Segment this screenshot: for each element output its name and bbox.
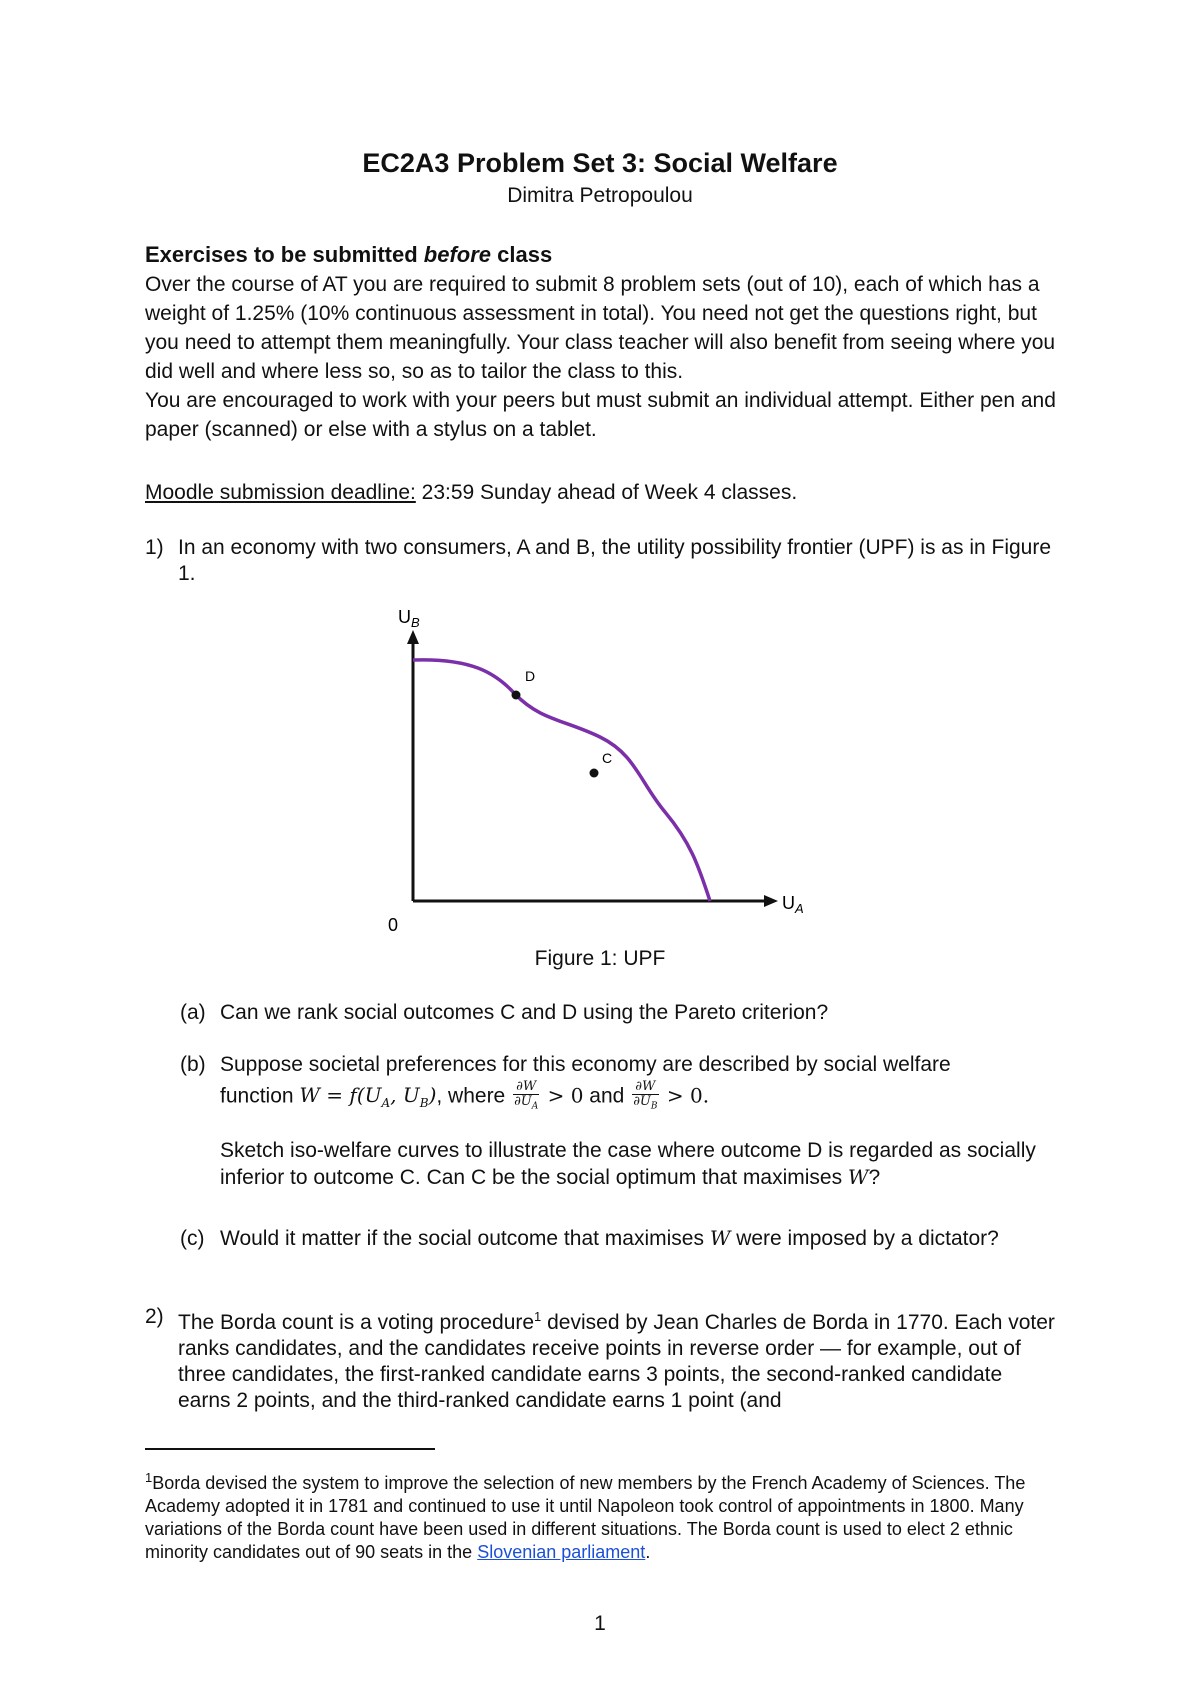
partial-derivative-b: $\frac{\partial W}{\partial U_B}$ xyxy=(633,1079,658,1112)
y-axis-arrow xyxy=(407,630,419,644)
deadline-line xyxy=(145,478,1065,507)
x-axis-label: $U_A$ xyxy=(782,893,804,916)
author-name: Dimitra Petropoulou xyxy=(507,184,693,207)
question-1c-text: Would it matter if the social outcome that maximises W were imposed by a dictator? xyxy=(220,1226,999,1250)
question-2-text: The Borda count is a voting procedure$^1$ devised by Jean Charles de Borda in 1770. Each voter ranks candidates, and the candidates receive points in reverse order — for example, out of three candidates, the first-ranked candidate earns 3 points, the second-ranked candidate earns 2 points, and the third-ranked candidate earns 1 point (and xyxy=(178,1309,1055,1412)
page-title: EC2A3 Problem Set 3: Social Welfare xyxy=(362,148,838,178)
question-1b-sketch: Sketch iso-welfare curves to illustrate the case where outcome D is regarded as socially inferior to outcome C. Can C be the social optimum that maximises W? xyxy=(220,1139,1036,1190)
question-1-text: In an economy with two consumers, A and B, the utility possibility frontier (UPF) is as in Figure 1. xyxy=(178,536,1052,585)
upf-chart xyxy=(380,602,810,952)
upf-curve xyxy=(413,660,710,901)
question-1c xyxy=(180,1225,1070,1255)
intro-paragraph-2: You are encouraged to work with your peers but must submit an individual attempt. Either pen and paper (scanned) or else with a stylus on a tablet. xyxy=(145,389,1056,441)
question-1b-label: (b) xyxy=(180,1053,206,1076)
point-c xyxy=(590,769,599,778)
intro-text xyxy=(145,270,1065,444)
partial-derivative-a: $\frac{\partial W}{\partial U_A}$ xyxy=(514,1079,539,1112)
deadline-label: Moodle submission deadline: xyxy=(145,481,416,504)
slovenian-parliament-link[interactable]: Slovenian parliament xyxy=(477,1542,646,1562)
x-axis-arrow xyxy=(764,895,778,907)
upf-figure xyxy=(380,602,810,952)
point-c-label: C xyxy=(602,750,613,766)
question-1 xyxy=(145,535,1065,595)
point-d xyxy=(512,691,521,700)
welfare-function: $W = f(U_A$, $U_B$) xyxy=(299,1083,437,1111)
question-1b xyxy=(180,1051,1070,1201)
intro-paragraph-1: Over the course of AT you are required to submit 8 problem sets (out of 10), each of which has a weight of 1.25% (10% continuous assessment in total). You need not get the questions right, but you need to attempt them meaningfully. Your class teacher will also benefit from seeing where you did well and where less so, so as to tailor the class to this. xyxy=(145,273,1056,383)
question-2 xyxy=(145,1304,1065,1424)
question-1a-label: (a) xyxy=(180,1001,206,1024)
question-1c-label: (c) xyxy=(180,1227,205,1250)
welfare-function-line: function $W = f(U_A$, $U_B$), where $\frac{\partial W}{\partial U_A}$ > 0 and $\frac{\partial W}{\partial U_B}$ > 0. xyxy=(220,1079,710,1112)
question-1a xyxy=(180,999,1070,1029)
origin-label: 0 xyxy=(388,915,399,935)
footnote: $^1$Borda devised the system to improve the selection of new members by the French Academy of Sciences. The Academy adopted it in 1781 and continued to use it until Napoleon took control of appointments in 1800. Many variations of the Borda count have been used in different situations. The Borda count is used to elect 2 ethnic minority candidates out of 90 seats in the Slovenian parliament. xyxy=(145,1470,1026,1562)
footnote-divider xyxy=(145,1448,435,1450)
question-1a-text: Can we rank social outcomes C and D using the Pareto criterion? xyxy=(220,1001,829,1024)
deadline-text: 23:59 Sunday ahead of Week 4 classes. xyxy=(415,481,798,504)
exercises-heading: Exercises to be submitted before class xyxy=(145,242,553,267)
y-axis-label: $U_B$ xyxy=(398,607,420,630)
question-1-number: 1) xyxy=(145,536,164,559)
page-number: 1 xyxy=(594,1612,606,1635)
point-d-label: D xyxy=(525,668,536,684)
footnote-ref[interactable]: 1 xyxy=(534,1309,542,1324)
figure-caption: Figure 1: UPF xyxy=(534,947,666,970)
question-1b-text: Suppose societal preferences for this economy are described by social welfare function $W = f(U_A$, $U_B$), where $\frac{\partial W}{\partial U_A}$ > 0 and $\frac{\partial W}{\partial U_B}$ > 0. Sketch iso-welfare curves to illustrate the case where outcome D is regarded as socially inferior to outcome C. Can C be the social optimum that maximises W? xyxy=(220,1051,1070,1191)
question-2-number: 2) xyxy=(145,1305,164,1328)
